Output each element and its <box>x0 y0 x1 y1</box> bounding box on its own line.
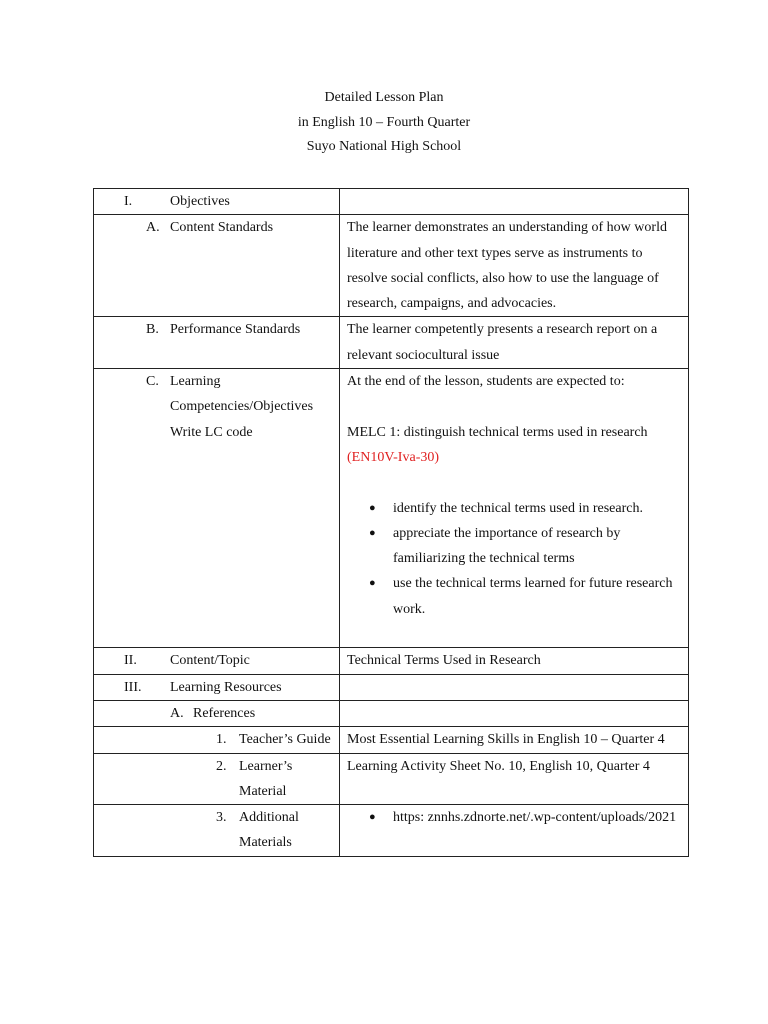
item-number: 2. <box>216 758 227 774</box>
header-title: Detailed Lesson Plan <box>324 90 444 105</box>
list-item[interactable] <box>347 805 684 830</box>
learning-resources-value-cell <box>340 674 689 700</box>
list-item: ● identify the technical terms used in research. <box>347 496 684 521</box>
bullet-icon: ● <box>369 811 376 824</box>
content-standards-text: The learner demonstrates an understanding of how world literature and other text types serve as instruments to resolve social conflicts, also how to use the language of research, campaigns, and advocacies. <box>340 215 689 317</box>
performance-standards-text: The learner competently presents a research report on a relevant sociocultural issue <box>340 317 689 369</box>
table-row <box>94 727 689 753</box>
performance-standards-label-cell <box>94 317 340 369</box>
item-letter: C. <box>146 374 159 390</box>
section-number: III. <box>124 679 142 695</box>
header-subject: in English 10 – Fourth Quarter <box>297 114 471 130</box>
lesson-plan-table <box>93 188 689 857</box>
materials-list <box>347 805 684 830</box>
item-letter: B. <box>146 322 159 338</box>
item-letter: A. <box>170 705 184 721</box>
item-label: Performance Standards <box>170 322 301 338</box>
lc-code: (EN10V-Iva-30) <box>347 449 440 465</box>
table-row <box>94 215 689 317</box>
item-label: Content Standards <box>170 220 274 236</box>
content-topic-text: Technical Terms Used in Research <box>340 648 689 674</box>
references-label-cell <box>94 700 340 726</box>
table-row <box>94 805 689 857</box>
additional-materials-label-cell <box>94 805 340 857</box>
section-number: I. <box>124 194 133 209</box>
table-row <box>94 674 689 700</box>
table-row <box>94 189 689 215</box>
bullet-icon: ● <box>369 577 376 590</box>
melc-description: MELC 1: distinguish technical terms used in research <box>347 424 648 440</box>
table-row <box>94 700 689 726</box>
section-number: II. <box>124 653 137 669</box>
section-label: Objectives <box>170 194 230 209</box>
content-standards-label-cell <box>94 215 340 317</box>
additional-materials-cell <box>340 805 689 857</box>
item-label: Additional Materials <box>239 810 299 851</box>
competencies-intro: At the end of the lesson, students are expected to: <box>347 374 625 390</box>
item-label: Learning Competencies/Objectives Write LC code <box>170 374 314 440</box>
objectives-label-cell <box>94 189 340 215</box>
teachers-guide-label-cell <box>94 727 340 753</box>
item-number: 3. <box>216 810 227 826</box>
competencies-label-cell <box>94 369 340 648</box>
item-number: 1. <box>216 732 227 748</box>
objectives-list <box>347 496 684 622</box>
bullet-icon: ● <box>369 501 376 514</box>
table-row <box>94 753 689 805</box>
competencies-cell <box>340 369 689 648</box>
teachers-guide-text: Most Essential Learning Skills in English 10 – Quarter 4 <box>340 727 689 753</box>
document-header <box>0 86 768 160</box>
content-topic-label-cell <box>94 648 340 674</box>
table-row <box>94 317 689 369</box>
list-item: ● use the technical terms learned for future research work. <box>347 571 684 622</box>
item-label: Learner’s Material <box>239 758 293 799</box>
learners-material-text: Learning Activity Sheet No. 10, English 10, Quarter 4 <box>340 753 689 805</box>
table-row <box>94 648 689 674</box>
objectives-value-cell <box>340 189 689 215</box>
item-label: Teacher’s Guide <box>239 732 331 748</box>
bullet-icon: ● <box>369 526 376 539</box>
learners-material-label-cell <box>94 753 340 805</box>
melc-text <box>347 420 684 471</box>
header-school: Suyo National High School <box>306 139 462 154</box>
item-label: References <box>193 705 256 721</box>
references-value-cell <box>340 700 689 726</box>
section-label: Content/Topic <box>170 653 250 669</box>
materials-link[interactable]: https: znnhs.zdnorte.net/.wp-content/uploads/2021 <box>393 810 677 826</box>
list-item: ● appreciate the importance of research by familiarizing the technical terms <box>347 521 684 572</box>
section-label: Learning Resources <box>170 679 282 695</box>
learning-resources-label-cell <box>94 674 340 700</box>
table-row <box>94 369 689 648</box>
item-letter: A. <box>146 220 160 236</box>
